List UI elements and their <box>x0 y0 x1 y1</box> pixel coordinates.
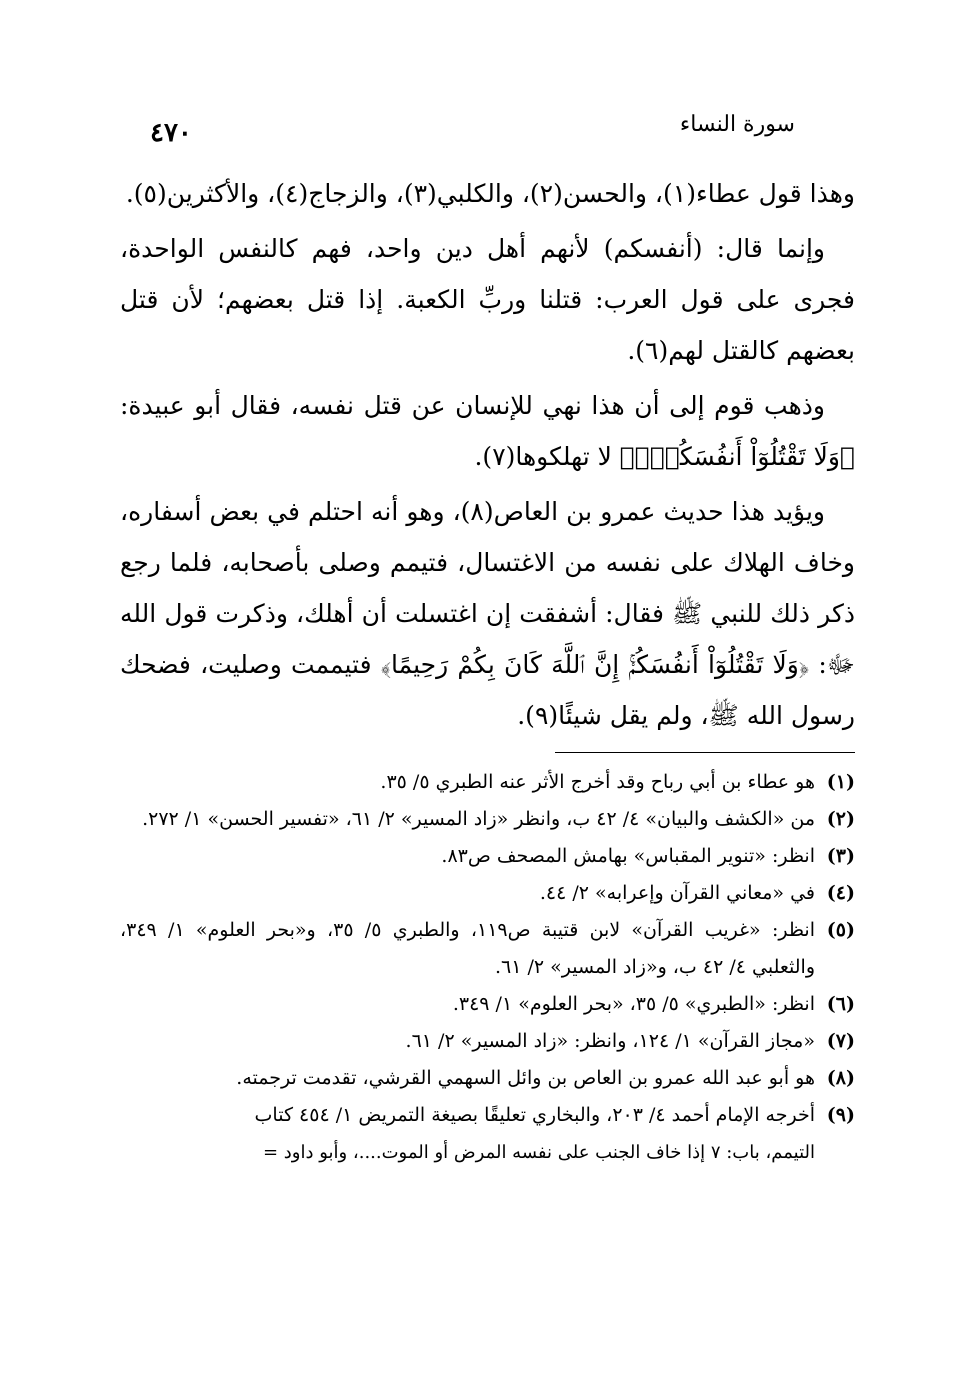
footnote-text: انظر: «غريب القرآن» لابن قتيبة ص١١٩، والطبري ٥/ ٣٥، و«بحر العلوم» ١/ ٣٤٩، والثعلبي ٤/ ٤٢ ب، و«زاد المسير» ٢/ ٦١. <box>120 919 815 978</box>
footnote-number: (٤) <box>826 882 855 904</box>
footnote <box>120 875 855 912</box>
footnotes <box>120 764 855 1171</box>
footnote-number: (٣) <box>826 845 855 867</box>
body-text <box>120 168 855 745</box>
footnote-text: هو أبو عبد الله عمرو بن العاص بن وائل السهمي القرشي، تقدمت ترجمته. <box>236 1067 815 1089</box>
footnote-number: (٢) <box>826 808 855 830</box>
paragraph: ويؤيد هذا حديث عمرو بن العاص(٨)، وهو أنه احتلم في بعض أسفاره، وخاف الهلاك على نفسه من الاغتسال، فتيمم وصلى بأصحابه، فلما رجع ذكر ذلك للنبي ﷺ فقال: أشفقت إن اغتسلت أن أهلك، وذكرت قول الله ﷻ: ﴿وَلَا تَقْتُلُوٓاْ أَنفُسَكُمْۚ إِنَّ ٱللَّهَ كَانَ بِكُمْ رَحِيمًا﴾ فتيممت وصليت، فضحك رسول الله ﷺ، ولم يقل شيئًا(٩). <box>120 497 855 730</box>
footnote-number: (٧) <box>826 1030 855 1052</box>
paragraph: وهذا قول عطاء(١)، والحسن(٢)، والكلبي(٣)، والزجاج(٤)، والأكثرين(٥). <box>125 179 855 208</box>
footnote-text: في «معاني القرآن وإعرابه» ٢/ ٤٤. <box>539 882 815 904</box>
footnote-number: (١) <box>826 771 855 793</box>
footnote-text: «مجاز القرآن» ١/ ١٢٤، وانظر: «زاد المسير» ٢/ ٦١. <box>405 1030 815 1052</box>
footnote-number: (٦) <box>826 993 855 1015</box>
footnote <box>120 986 855 1023</box>
page-header <box>120 112 855 158</box>
footnote-number: (٩) <box>826 1104 855 1126</box>
paragraph: وذهب قوم إلى أن هذا نهي للإنسان عن قتل نفسه، فقال أبو عبيدة: ﴿وَلَا تَقْتُلُوٓاْ أَنفُسَكُمْۚ﴾ لا تهلكوها(٧). <box>120 391 855 471</box>
footnote <box>120 801 855 838</box>
paragraph: وإنما قال: (أنفسكم) لأنهم أهل دين واحد، فهم كالنفس الواحدة، فجرى على قول العرب: قتلنا وربِّ الكعبة. إذا قتل بعضهم؛ لأن قتل بعضهم كالقتل لهم(٦). <box>120 234 855 365</box>
footnote-number: (٨) <box>826 1067 855 1089</box>
footnote-text: انظر: «تنوير المقباس» بهامش المصحف ص٨٣. <box>441 845 815 867</box>
footnote-number: (٥) <box>826 919 855 941</box>
footnote <box>120 912 855 986</box>
footnote-divider <box>555 752 855 753</box>
page-number: ٤٧٠ <box>150 118 192 148</box>
footnote-text: انظر: «الطبري» ٥/ ٣٥، «بحر العلوم» ١/ ٣٤٩. <box>452 993 815 1015</box>
footnote <box>120 838 855 875</box>
footnote-text: هو عطاء بن أبي رباح وقد أخرج الأثر عنه الطبري ٥/ ٣٥. <box>380 771 815 793</box>
footnote <box>120 1023 855 1060</box>
footnote-continuation: التيمم، باب: ٧ إذا خاف الجنب على نفسه المرض أو الموت....، وأبو داود = <box>262 1142 815 1163</box>
footnote <box>120 764 855 801</box>
footnote-text: أخرجه الإمام أحمد ٤/ ٢٠٣، والبخاري تعليقًا بصيغة التمريض ١/ ٤٥٤ كتاب <box>254 1104 815 1126</box>
footnote <box>120 1097 855 1134</box>
footnote <box>120 1060 855 1097</box>
running-title: سورة النساء <box>679 112 795 137</box>
footnote-text: من «الكشف والبيان» ٤/ ٤٢ ب، وانظر «زاد المسير» ٢/ ٦١، «تفسير الحسن» ١/ ٢٧٢. <box>142 808 815 830</box>
